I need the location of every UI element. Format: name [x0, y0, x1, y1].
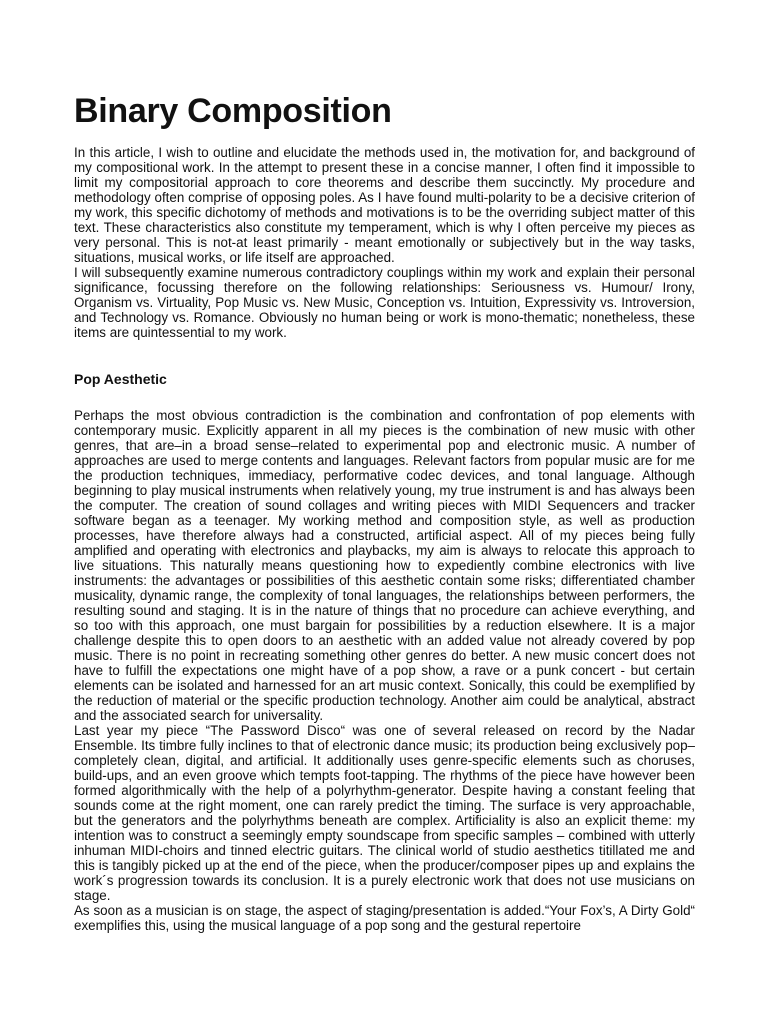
intro-paragraph: I will subsequently examine numerous contradictory couplings within my work and explain their personal significance, focussing therefore on the following relationships: Seriousness vs. Humour/ Irony, Organism vs. Virtuality, Pop Music vs. New Music, Conception vs. Intuition, Expressivity vs. Introversion, and Technology vs. Romance. Obviously no human being or work is mono-thematic; nonetheless, these items are quintessential to my work.: [74, 265, 695, 340]
section-body: [74, 408, 695, 933]
article-title: Binary Composition: [74, 92, 392, 130]
section-heading: Pop Aesthetic: [74, 371, 167, 387]
body-paragraph: Perhaps the most obvious contradiction is the combination and confrontation of pop elements with contemporary music. Explicitly apparent in all my pieces is the combination of new music with other genres, that are–in a broad sense–related to experimental pop and electronic music. A number of approaches are used to merge contents and languages. Relevant factors from popular music are for me the production techniques, immediacy, performative codec devices, and tonal language. Although beginning to play musical instruments when relatively young, my true instrument is and has always been the computer. The creation of sound collages and writing pieces with MIDI Sequencers and tracker software began as a teenager. My working method and composition style, as well as production processes, have therefore always had a constructed, artificial aspect. All of my pieces being fully amplified and operating with electronics and playbacks, my aim is always to relocate this approach to live situations. This naturally means questioning how to expediently combine electronics with live instruments: the advantages or possibilities of this aesthetic contain some risks; differentiated chamber musicality, dynamic range, the complexity of tonal languages, the relationships between performers, the resulting sound and staging. It is in the nature of things that no procedure can achieve everything, and so too with this approach, one must bargain for possibilities by a reduction elsewhere. It is a major challenge despite this to open doors to an aesthetic with an added value not already covered by pop music. There is no point in recreating something other genres do better. A new music concert does not have to fulfill the expectations one might have of a pop show, a rave or a punk concert - but certain elements can be isolated and harnessed for an art music context. Sonically, this could be exemplified by the reduction of material or the specific production technology. Another aim could be analytical, abstract and the associated search for universality.: [74, 408, 695, 723]
intro-paragraph: In this article, I wish to outline and elucidate the methods used in, the motivation for, and background of my compositional work. In the attempt to present these in a concise manner, I often find it impossible to limit my compositorial approach to core theorems and describe them succinctly. My procedure and methodology often comprise of opposing poles. As I have found multi-polarity to be a decisive criterion of my work, this specific dichotomy of methods and motivations is to be the overriding subject matter of this text. These characteristics also constitute my temperament, which is why I often perceive my pieces as very personal. This is not-at least primarily - meant emotionally or subjectively but in the way tasks, situations, musical works, or life itself are approached.: [74, 145, 695, 265]
intro-section: [74, 145, 695, 340]
body-paragraph: Last year my piece “The Password Disco“ was one of several released on record by the Nadar Ensemble. Its timbre fully inclines to that of electronic dance music; its production being exclusively pop–completely clean, digital, and artificial. It additionally uses genre-specific elements such as choruses, build-ups, and an even groove which tempts foot-tapping. The rhythms of the piece have however been formed algorithmically with the help of a polyrhythm-generator. Despite having a constant feeling that sounds come at the right moment, one can rarely predict the timing. The surface is very approachable, but the generators and the polyrhythms beneath are complex. Artificiality is also an explicit theme: my intention was to construct a seemingly empty soundscape from specific samples – combined with utterly inhuman MIDI-choirs and tinned electric guitars. The clinical world of studio aesthetics titillated me and this is tangibly picked up at the end of the piece, when the producer/composer pipes up and explains the work´s progression towards its conclusion. It is a purely electronic work that does not use musicians on stage.: [74, 723, 695, 903]
body-paragraph: As soon as a musician is on stage, the aspect of staging/presentation is added.“Your Fox’s, A Dirty Gold“ exemplifies this, using the musical language of a pop song and the gestural repertoire: [74, 903, 695, 933]
